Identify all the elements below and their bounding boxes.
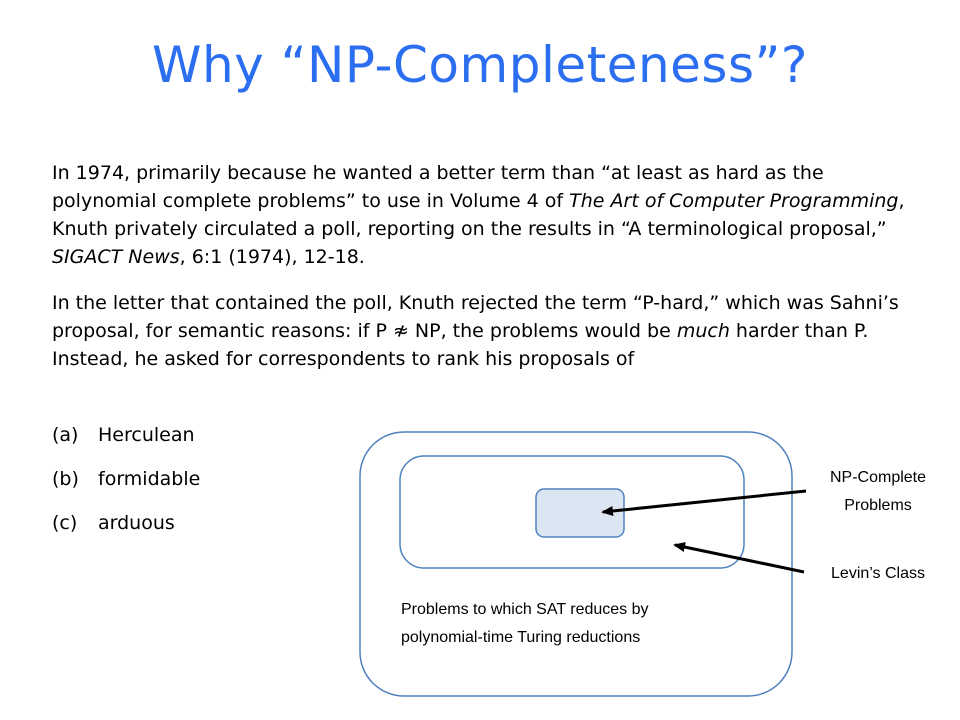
p2-text-a: In the letter that contained the poll, Knuth rejected the term “P-hard,” which was Sahni’s proposal, for semantic reasons: if P ≉ NP, the problems would be: [52, 292, 899, 342]
proposal-list: [52, 424, 200, 556]
p1-book-title: The Art of Computer Programming: [569, 190, 899, 212]
slide-title: Why “NP-Completeness”?: [152, 36, 808, 94]
sat-label-line2: polynomial-time Turing reductions: [401, 629, 641, 646]
paragraph-knuth-letter: [52, 289, 932, 373]
sat-reducible-outer-box: [360, 432, 792, 696]
np-complete-box: [536, 489, 624, 537]
list-item: [52, 424, 200, 468]
list-item-text: Herculean: [98, 424, 195, 446]
list-item-text: arduous: [98, 512, 175, 534]
p2-text-b: harder than P. Instead, he asked for correspondents to rank his proposals of: [52, 320, 869, 370]
np-complete-label-line2: Problems: [844, 497, 912, 514]
np-complete-label: [798, 464, 958, 520]
paragraph-knuth-poll: [52, 159, 932, 271]
sat-label-line1: Problems to which SAT reduces by: [401, 601, 649, 618]
p1-text-a: In 1974, primarily because he wanted a better term than “at least as hard as the polynomial complete problems” to use in Volume 4 of: [52, 162, 824, 212]
p2-emphasis: much: [676, 320, 730, 342]
list-item-label: (b): [52, 468, 79, 490]
levin-class-arrow: [675, 545, 804, 572]
p1-text-c: , 6:1 (1974), 12-18.: [179, 246, 365, 268]
list-item: [52, 468, 200, 512]
np-complete-arrow: [603, 491, 806, 512]
list-item: [52, 512, 200, 556]
list-item-label: (c): [52, 512, 78, 534]
p1-text-b: , Knuth privately circulated a poll, reporting on the results in “A terminological proposal,”: [52, 190, 905, 240]
p1-journal-title: SIGACT News: [52, 246, 180, 268]
list-item-text: formidable: [98, 468, 201, 490]
list-item-label: (a): [52, 424, 79, 446]
levin-class-label: Levin’s Class: [831, 565, 925, 582]
levin-class-box: [400, 456, 744, 568]
np-complete-label-line1: NP-Complete: [829, 469, 927, 486]
sat-reduction-label: [401, 596, 761, 652]
